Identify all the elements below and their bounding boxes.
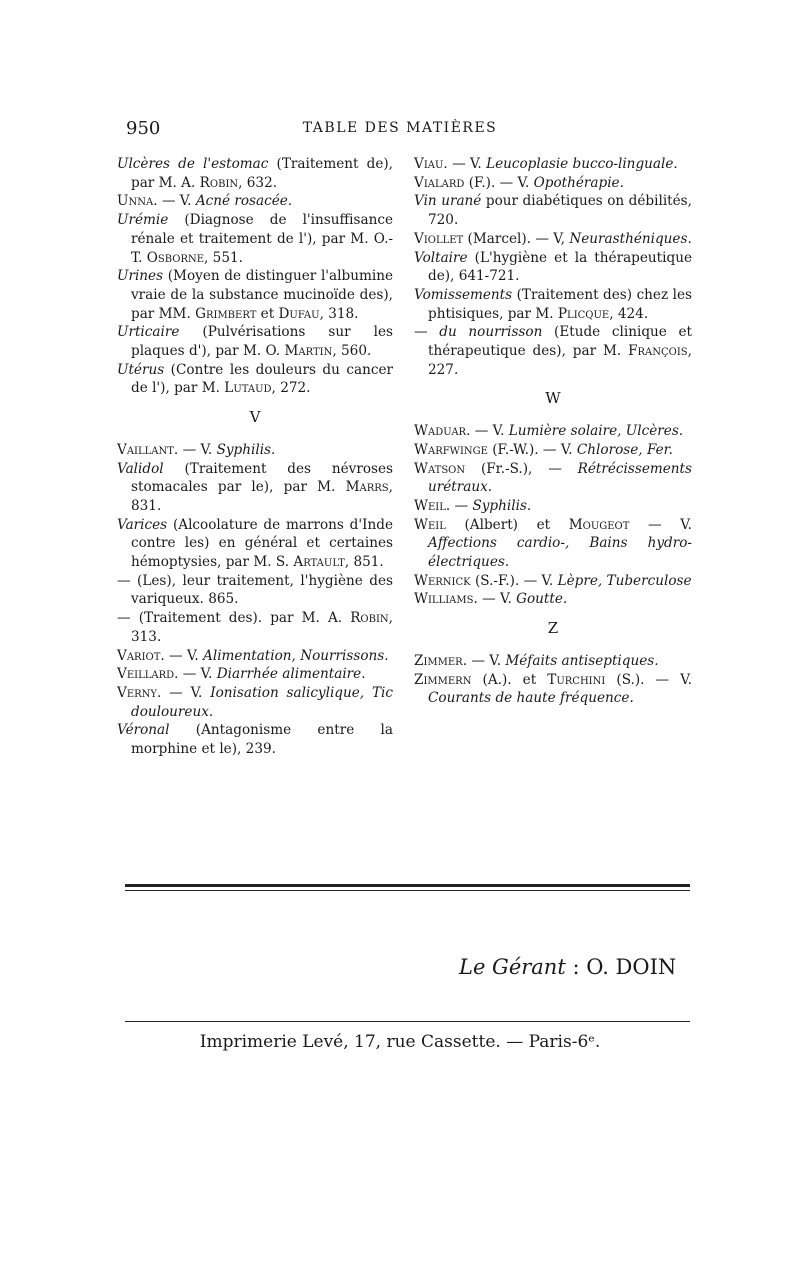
- entry-text: (S.). — V.: [605, 671, 692, 688]
- entry-text: (Contre les douleurs du cancer de l'), par M.: [131, 361, 393, 397]
- index-entry-voltaire: [414, 249, 692, 286]
- entry-text: , 272.: [271, 380, 311, 397]
- entry-italic-text: Syphilis.: [216, 441, 276, 458]
- entry-text: — V.: [629, 516, 693, 533]
- entry-text: . —: [445, 497, 473, 514]
- entry-italic-text: Varices: [117, 516, 168, 533]
- entry-author-name: Robin: [350, 610, 389, 627]
- entry-author-name: Zimmern: [414, 671, 472, 688]
- entry-text: . — V.: [443, 156, 487, 172]
- entry-text: . — V.: [462, 652, 506, 669]
- index-entry-vialard: [414, 174, 692, 193]
- entry-text: (A.). et: [471, 671, 548, 688]
- entry-text: (Pulvérisations sur les plaques d'), par M. O.: [131, 324, 393, 360]
- index-entry-weil-albert: [414, 516, 692, 572]
- entry-author-name: Unna: [117, 193, 154, 210]
- entry-author-name: François: [628, 343, 688, 360]
- index-entry-waduar: [414, 422, 692, 441]
- section-letter-z: Z: [547, 619, 559, 638]
- entry-text: (F.). — V.: [464, 174, 534, 191]
- running-head: TABLE DES MATIÈRES: [302, 120, 498, 136]
- entry-italic-text: Validol: [117, 460, 164, 477]
- entry-text: (Alcoolature de marrons d'Inde contre les) en général et certaines hémoptysies, par M. S.: [131, 516, 393, 571]
- entry-italic-text: Ulcères de l'estomac: [117, 156, 269, 172]
- entry-text: , 424.: [609, 305, 649, 322]
- entry-text: , 560.: [332, 343, 372, 360]
- entry-author-name: Watson: [414, 460, 466, 477]
- gerant-label: Le Gérant: [459, 955, 566, 979]
- entry-text: . — V.: [174, 666, 217, 683]
- entry-text: , 851.: [344, 554, 384, 571]
- entry-italic-text: Ionisation salicylique, Tic douloureux.: [131, 684, 394, 720]
- index-entry-urticaire: [117, 323, 393, 360]
- entry-italic-text: Urines: [117, 268, 164, 285]
- imprint-rule: [125, 1021, 690, 1022]
- entry-author-name: Osborne: [146, 249, 205, 266]
- entry-author-name: Dufau: [278, 305, 320, 322]
- index-entry-veillard: [117, 665, 393, 684]
- entry-italic-text: Lèpre, Tuberculose: [557, 572, 692, 589]
- index-column-left: [117, 155, 393, 759]
- index-entry-vin-urane: [414, 192, 692, 229]
- index-entry-nourrisson: [414, 323, 692, 379]
- entry-author-name: Plicque: [557, 305, 610, 322]
- entry-author-name: Williams: [414, 591, 474, 608]
- entry-italic-text: Utérus: [117, 361, 165, 378]
- entry-text: (Fr.-S.), —: [465, 460, 578, 477]
- entry-text: . — V.: [157, 684, 211, 701]
- entry-italic-text: Opothérapie.: [533, 174, 624, 191]
- index-entry-warfwinge: [414, 441, 692, 460]
- section-letter-w: W: [545, 389, 561, 408]
- entry-italic-text: Chlorose, Fer.: [576, 441, 673, 458]
- entry-text: (Diagnose de l'insuffisance rénale et traitement de l'), par M. O.-T.: [131, 212, 393, 266]
- entry-italic-text: Affections cardio-, Bains hydro-électriques.: [428, 535, 692, 571]
- gerant-name: O. DOIN: [586, 955, 677, 979]
- entry-italic-text: Urémie: [117, 212, 169, 229]
- index-entry-veronal: [117, 721, 393, 758]
- entry-author-name: Turchini: [547, 671, 606, 688]
- index-entry-weil: [414, 497, 692, 516]
- entry-text: (F.-W.). — V.: [487, 441, 577, 458]
- entry-author-name: Artault: [293, 554, 345, 571]
- entry-italic-text: du nourrisson: [439, 324, 543, 341]
- entry-italic-text: Voltaire: [414, 249, 468, 266]
- section-letter-v: V: [249, 408, 261, 427]
- entry-italic-text: Syphilis.: [472, 497, 532, 514]
- entry-text: . — V.: [153, 193, 196, 210]
- imprint: Imprimerie Levé, 17, rue Cassette. — Paris-6ᵉ.: [199, 1032, 601, 1052]
- entry-text: . — V.: [466, 423, 509, 440]
- index-entry-wernick: [414, 572, 692, 591]
- entry-author-name: Lutaud: [224, 380, 272, 397]
- entry-author-name: Waduar: [414, 423, 467, 440]
- page-number: 950: [126, 118, 161, 139]
- index-entry-variot: [117, 647, 393, 666]
- entry-text: , 318.: [319, 305, 359, 322]
- entry-italic-text: Véronal: [117, 722, 170, 739]
- index-entry-vaillant: [117, 441, 393, 460]
- entry-italic-text: Vomissements: [414, 286, 513, 303]
- entry-italic-text: Neurasthéniques.: [569, 230, 692, 247]
- entry-author-name: Weil: [414, 497, 446, 514]
- index-entry-ulceres: [117, 155, 393, 192]
- footer-rule-double: [125, 884, 690, 887]
- entry-italic-text: Vin urané: [414, 193, 482, 210]
- index-entry-vomissements: [414, 286, 692, 323]
- entry-author-name: Grimbert: [195, 305, 257, 322]
- entry-text: —: [414, 324, 440, 341]
- entry-text: , 551.: [204, 249, 243, 266]
- entry-italic-text: Alimentation, Nourrissons.: [203, 647, 389, 664]
- entry-author-name: Martin: [284, 343, 333, 360]
- entry-italic-text: Leucoplasie bucco-linguale.: [486, 156, 678, 172]
- index-entry-varices: [117, 516, 393, 572]
- entry-author-name: Viollet: [414, 230, 464, 247]
- entry-text: (Traitement des névroses stomacales par le), par M.: [131, 460, 393, 496]
- footer-rule-thin: [125, 890, 690, 891]
- entry-text: . — V.: [173, 441, 217, 458]
- entry-author-name: Weil: [414, 516, 446, 533]
- entry-italic-text: Acné rosacée.: [195, 193, 293, 210]
- entry-italic-text: Courants de haute fréquence.: [428, 690, 634, 707]
- index-entry-viollet: [414, 230, 692, 249]
- entry-text: , 632.: [238, 174, 278, 191]
- entry-italic-text: Urticaire: [117, 324, 180, 341]
- entry-author-name: Variot: [117, 647, 161, 664]
- entry-text: (Moyen de distinguer l'albumine vraie de la substance mucinoïde des), par MM.: [131, 268, 393, 322]
- entry-italic-text: Méfaits antiseptiques.: [505, 652, 659, 669]
- gerant-line: [459, 955, 676, 979]
- index-entry-urines: [117, 267, 393, 323]
- entry-text: (Etude clinique et thérapeutique des), par M.: [428, 324, 693, 360]
- entry-text: (L'hygiène et la thérapeutique de), 641-721.: [428, 249, 692, 285]
- index-entry-viau: [414, 155, 692, 174]
- entry-author-name: Mougeot: [568, 516, 630, 533]
- index-entry-uterus: [117, 361, 393, 398]
- index-entry-zimmern: [414, 671, 692, 708]
- entry-text: . — V.: [473, 591, 517, 608]
- entry-author-name: Marrs: [345, 479, 389, 496]
- entry-text: (Traitement de), par M. A.: [131, 156, 394, 191]
- index-entry-watson: [414, 460, 692, 497]
- entry-text: — (Traitement des). par M. A.: [117, 610, 351, 627]
- entry-text: et: [256, 305, 279, 322]
- index-entry-zimmer: [414, 652, 692, 671]
- index-entry-validol: [117, 460, 393, 516]
- entry-text: , 227.: [428, 343, 692, 378]
- index-entry-varices-trait: [117, 609, 393, 646]
- entry-author-name: Zimmer: [414, 652, 463, 669]
- entry-text: , 831.: [131, 479, 393, 514]
- entry-text: , 313.: [131, 610, 393, 645]
- entry-text: pour diabétiques on débilités, 720.: [428, 193, 692, 229]
- entry-author-name: Robin: [199, 174, 239, 191]
- entry-author-name: Wernick: [414, 572, 471, 589]
- entry-text: (Antagonisme entre la morphine et le), 239.: [131, 722, 393, 758]
- entry-text: . — V.: [160, 647, 204, 664]
- index-entry-williams: [414, 590, 692, 609]
- entry-author-name: Verny: [117, 684, 157, 701]
- entry-text: (Albert) et: [445, 516, 569, 533]
- entry-text: (Marcel). — V,: [463, 230, 570, 247]
- entry-italic-text: Lumière solaire, Ulcères.: [508, 423, 684, 440]
- entry-text: (S.-F.). — V.: [470, 572, 558, 589]
- entry-author-name: Vaillant: [117, 441, 174, 458]
- index-column-right: [414, 155, 692, 708]
- entry-author-name: Viau: [414, 156, 444, 172]
- index-entry-uremie: [117, 211, 393, 267]
- index-entry-unna: [117, 192, 393, 211]
- entry-author-name: Vialard: [414, 174, 465, 191]
- entry-text: — (Les), leur traitement, l'hygiène des variqueux. 865.: [117, 572, 393, 608]
- index-entry-verny: [117, 684, 393, 721]
- entry-italic-text: Diarrhée alimentaire.: [216, 666, 366, 683]
- index-entry-varices-les: [117, 572, 393, 609]
- entry-italic-text: Rétrécissements urétraux.: [428, 460, 692, 496]
- gerant-separator: :: [565, 955, 587, 979]
- entry-author-name: Warfwinge: [414, 441, 488, 458]
- entry-author-name: Veillard: [117, 666, 175, 683]
- entry-italic-text: Goutte.: [516, 591, 568, 608]
- entry-text: (Traitement des) chez les phtisiques, par M.: [428, 286, 692, 322]
